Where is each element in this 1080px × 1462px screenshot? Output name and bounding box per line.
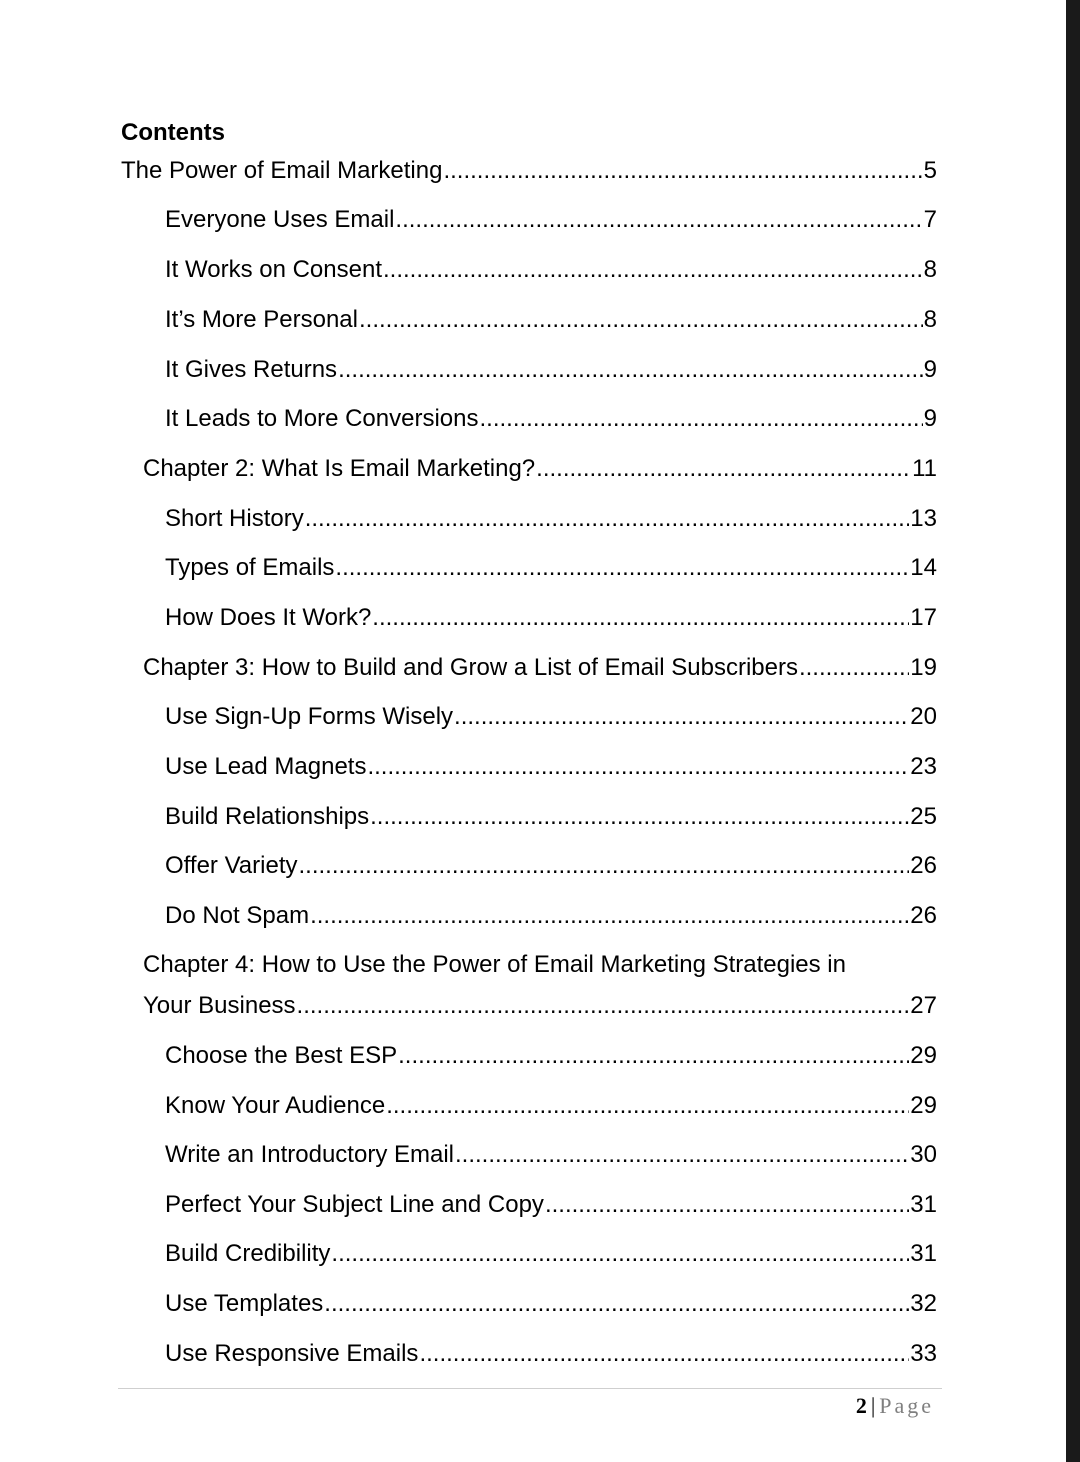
toc-leader-dots [305, 503, 910, 535]
toc-entry-title: It’s More Personal [165, 306, 358, 333]
toc-leader-dots [419, 1338, 909, 1370]
toc-entry[interactable] [165, 900, 937, 932]
toc-entry-page: 30 [910, 1141, 937, 1168]
toc-leader-dots [367, 751, 909, 783]
toc-entry[interactable] [165, 701, 937, 733]
toc-entry-title: Offer Variety [165, 852, 298, 879]
toc-entry-page: 8 [923, 306, 937, 333]
toc-entry-title: Know Your Audience [165, 1092, 386, 1119]
toc-leader-dots [372, 602, 909, 634]
toc-entry-title: Write an Introductory Email [165, 1141, 454, 1168]
toc-leader-dots [443, 155, 922, 187]
toc-leader-dots [799, 652, 909, 684]
toc-entry[interactable] [165, 204, 937, 236]
toc-entry-chapter[interactable] [143, 990, 937, 1022]
toc-entry-title: Use Lead Magnets [165, 753, 367, 780]
toc-entry-title: Your Business [143, 992, 296, 1019]
toc-entry-page: 5 [923, 157, 937, 184]
toc-entry[interactable] [165, 1040, 937, 1072]
toc-entry-page: 32 [910, 1290, 937, 1317]
toc-entry[interactable] [165, 1090, 937, 1122]
toc-entry-page: 29 [910, 1092, 937, 1119]
toc-heading: Contents [121, 119, 225, 146]
toc-entry-title: It Gives Returns [165, 356, 338, 383]
toc-entry[interactable] [165, 254, 937, 286]
toc-entry-title: It Leads to More Conversions [165, 405, 479, 432]
toc-entry[interactable] [165, 552, 937, 584]
toc-leader-dots [359, 304, 923, 336]
toc-entry-page: 14 [910, 554, 937, 581]
toc-entry[interactable] [165, 751, 937, 783]
toc-leader-dots [331, 1238, 909, 1270]
toc-leader-dots [480, 403, 923, 435]
toc-leader-dots [310, 900, 909, 932]
toc-entry[interactable] [121, 155, 937, 187]
toc-entry[interactable] [165, 602, 937, 634]
toc-entry-title: Choose the Best ESP [165, 1042, 398, 1069]
toc-leader-dots [299, 850, 910, 882]
toc-entry-title: Use Sign-Up Forms Wisely [165, 703, 454, 730]
toc-leader-dots [398, 1040, 909, 1072]
toc-entry-title: Chapter 2: What Is Email Marketing? [143, 455, 536, 482]
toc-entry[interactable] [165, 1139, 937, 1171]
toc-leader-dots [455, 1139, 909, 1171]
toc-entry-page: 31 [910, 1191, 937, 1218]
toc-entry[interactable] [165, 304, 937, 336]
toc-entry-page: 25 [910, 803, 937, 830]
toc-entry-page: 29 [910, 1042, 937, 1069]
page-label: Page [879, 1393, 934, 1418]
toc-leader-dots [297, 990, 910, 1022]
toc-entry-page: 27 [910, 992, 937, 1019]
toc-entry-page: 26 [910, 902, 937, 929]
toc-leader-dots [383, 254, 923, 286]
toc-entry-page: 9 [923, 356, 937, 383]
toc-entry-page: 23 [910, 753, 937, 780]
toc-leader-dots [454, 701, 909, 733]
toc-entry-title: How Does It Work? [165, 604, 372, 631]
toc-entry-page: 31 [910, 1240, 937, 1267]
toc-entry-page: 20 [910, 703, 937, 730]
toc-entry[interactable] [165, 403, 937, 435]
toc-leader-dots [335, 552, 909, 584]
toc-entry-page: 17 [910, 604, 937, 631]
toc-leader-dots [338, 354, 923, 386]
toc-entry-title: The Power of Email Marketing [121, 157, 443, 184]
toc-entry-title: Short History [165, 505, 304, 532]
toc-leader-dots [386, 1090, 909, 1122]
toc-entry-page: 33 [910, 1340, 937, 1367]
toc-entry[interactable] [165, 1238, 937, 1270]
toc-entry-title: Types of Emails [165, 554, 335, 581]
toc-entry-title: It Works on Consent [165, 256, 382, 283]
toc-entry[interactable] [165, 801, 937, 833]
toc-entry-chapter[interactable] [143, 453, 937, 485]
toc-entry-page: 13 [910, 505, 937, 532]
toc-entry-title: Use Responsive Emails [165, 1340, 419, 1367]
toc-entry[interactable] [165, 1288, 937, 1320]
toc-entry[interactable] [165, 503, 937, 535]
footer-separator: | [870, 1393, 876, 1418]
toc-entry[interactable] [165, 850, 937, 882]
page-number: 2 [855, 1393, 867, 1418]
footer-divider [118, 1388, 942, 1389]
toc-entry-title: Do Not Spam [165, 902, 310, 929]
toc-entry-page: 8 [923, 256, 937, 283]
page-footer [856, 1392, 934, 1420]
toc-entry-title: Everyone Uses Email [165, 206, 395, 233]
toc-entry-title: Build Relationships [165, 803, 370, 830]
toc-entry-page: 11 [912, 455, 937, 482]
toc-leader-dots [324, 1288, 909, 1320]
viewer-edge-border [1066, 0, 1080, 1462]
toc-entry-page: 9 [923, 405, 937, 432]
toc-entry-title: Build Credibility [165, 1240, 331, 1267]
toc-entry-title: Use Templates [165, 1290, 324, 1317]
toc-leader-dots [395, 204, 922, 236]
toc-entry-title: Perfect Your Subject Line and Copy [165, 1191, 544, 1218]
toc-entry-chapter[interactable] [143, 652, 937, 684]
toc-entry-chapter-line1[interactable]: Chapter 4: How to Use the Power of Email Marketing Strategies in [143, 951, 846, 978]
toc-leader-dots [545, 1189, 909, 1221]
toc-leader-dots [370, 801, 909, 833]
toc-entry-title: Chapter 3: How to Build and Grow a List of Email Subscribers [143, 654, 798, 681]
toc-entry[interactable] [165, 1338, 937, 1370]
toc-entry[interactable] [165, 1189, 937, 1221]
toc-entry-page: 19 [910, 654, 937, 681]
toc-leader-dots [536, 453, 911, 485]
toc-entry[interactable] [165, 354, 937, 386]
toc-entry-page: 26 [910, 852, 937, 879]
toc-entry-page: 7 [923, 206, 937, 233]
